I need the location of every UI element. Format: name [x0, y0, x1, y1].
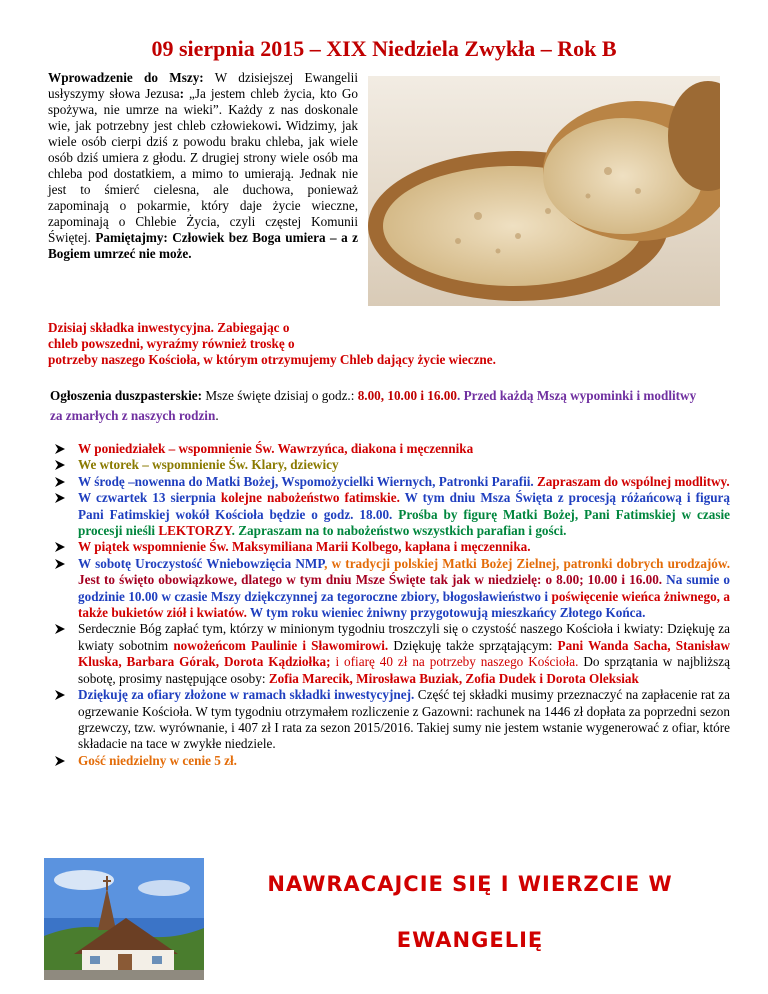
- footer-line-2: EWANGELIĘ: [396, 928, 544, 952]
- arrow-bullet-icon: [54, 621, 66, 637]
- collection-notice: [48, 320, 708, 368]
- collection-line-1: Dzisiaj składka inwestycyjna. Zabiegając o: [48, 320, 290, 335]
- page-title: 09 sierpnia 2015 – XIX Niedziela Zwykła – Rok B: [151, 36, 617, 61]
- item-saturday-wreath: W tym roku wieniec żniwny przygotowują mieszkańcy Złotego Końca.: [246, 605, 646, 621]
- arrow-bullet-icon: [54, 687, 66, 703]
- arrow-bullet-icon: [54, 539, 66, 555]
- intro-text-1: W dzisiejszej Ewangelii usłyszymy słowa Jezusa: [48, 70, 358, 101]
- item-saturday-tradition: , w tradycji polskiej Matki Bożej Zielnej, patronki dobrych urodzajów.: [324, 555, 730, 571]
- bread-image: [368, 76, 720, 306]
- prayer-note: . Przed każdą Mszą wypominki i modlitwy za zmarłych z naszych rodzin: [50, 388, 697, 423]
- list-item: [48, 539, 730, 555]
- announcement-list: [48, 441, 730, 769]
- item-wednesday-invite: Zapraszam do wspólnej modlitwy.: [533, 473, 730, 489]
- list-item: [48, 556, 730, 622]
- item-saturday: W sobotę Uroczystość Wniebowzięcia NMP: [78, 555, 325, 571]
- announcements-intro: [50, 386, 710, 426]
- item-thanks-newlyweds: nowożeńcom Paulinie i Sławomirowi.: [173, 637, 389, 653]
- announcements-text: Msze święte dzisiaj o godz.:: [202, 388, 358, 403]
- intro-dot: .: [278, 118, 282, 133]
- footer-line-1: NAWRACAJCIE SIĘ I WIERZCIE W: [267, 872, 673, 896]
- item-thursday-service: kolejne nabożeństwo fatimskie.: [215, 490, 400, 506]
- intro-colon: :: [179, 86, 185, 101]
- item-thanks-cleaners: Pani Wanda Sacha, Stanisław Kluska, Barbara Górak, Dorota Kądziołka;: [78, 637, 730, 670]
- item-next-cleaners: Zofia Marecik, Mirosława Buziak, Zofia Dudek i Dorota Oleksiak: [268, 670, 639, 686]
- collection-line-2: chleb powszedni, wyraźmy również troskę o: [48, 336, 295, 351]
- arrow-bullet-icon: [54, 490, 66, 506]
- intro-text-3: Widzimy, jak wiele osób cierpi dziś z powodu braku chleba, jak wiele osób dziś umiera z głodu. Z drugiej strony wiele osób ma chleba pod dostatkiem, a mimo to umierają. Jednak nie jest to śmierć cielesna, ale duchowa, ponieważ zapominają o pokarmie, który daje życie wieczne, zapominają o Chlebie Życia, czyli częstej Komunii Świętej.: [48, 118, 358, 245]
- arrow-bullet-icon: [54, 441, 66, 457]
- church-image: [44, 858, 204, 980]
- collection-line-3: potrzeby naszego Kościoła, w którym otrzymujemy Chleb dający życie wieczne.: [48, 352, 496, 367]
- intro-text-2: „Ja jestem chleb życia, kto Go spożywa, nie umrze na wieki”. Każdy z nas doskonale wie, jak potrzebny jest chleb człowiekowi: [48, 86, 358, 133]
- item-saturday-thanksgiving: Na sumie o godzinie 10.00 w czasie Mszy dziękczynnej za tegoroczne zbiory, błogosławieństwo i: [78, 572, 730, 604]
- item-thursday-request: Prośba by figurę Matki Bożej, Pani Fatimskiej w czasie procesji nieśli: [78, 506, 730, 539]
- item-thursday: W czwartek 13 sierpnia: [78, 490, 216, 506]
- list-item: [48, 474, 730, 490]
- mass-times: 8.00, 10.00 i 16.00: [357, 388, 457, 403]
- item-tuesday: We wtorek – wspomnienie Św. Klary, dziewicy: [78, 457, 339, 473]
- list-item: [48, 621, 730, 687]
- list-item: [48, 490, 730, 539]
- item-thanks-cleaners-lead: Dziękuję także sprzątającym:: [388, 637, 558, 653]
- item-wednesday: W środę –nowenna do Matki Bożej, Wspomożycielki Wiernych, Patronki Parafii.: [78, 473, 534, 489]
- item-thanks-offering: i ofiarę 40 zł na potrzeby naszego Kościoła.: [330, 654, 579, 670]
- intro-closing: Pamiętajmy: Człowiek bez Boga umiera – a z Bogiem umrzeć nie może.: [48, 230, 359, 261]
- arrow-bullet-icon: [54, 474, 66, 490]
- item-thanks: Serdecznie Bóg zapłać tym, którzy w minionym tygodniu troszczyli się o czystość naszego Kościoła i kwiaty: Dziękuję za kwiaty sobotnim: [78, 621, 730, 653]
- item-thursday-lectors: LEKTORZY: [158, 523, 232, 539]
- list-item: [48, 753, 730, 769]
- announcements-lead: Ogłoszenia duszpasterskie:: [50, 388, 203, 403]
- item-thursday-invite: . Zapraszam na to nabożeństwo wszystkich parafian i gości.: [231, 523, 567, 539]
- announcements-end: .: [215, 408, 219, 423]
- arrow-bullet-icon: [54, 556, 66, 572]
- item-investment-thanks: Dziękuję za ofiary złożone w ramach składki inwestycyjnej.: [78, 687, 415, 703]
- item-friday: W piątek wspomnienie Św. Maksymiliana Marii Kolbego, kapłana i męczennika.: [78, 539, 531, 555]
- item-next-cleaning: Do sprzątania w najbliższą sobotę, prosimy następujące osoby:: [78, 654, 730, 686]
- intro-lead: Wprowadzenie do Mszy:: [48, 70, 204, 85]
- item-monday: W poniedziałek – wspomnienie Św. Wawrzyńca, diakona i męczennika: [78, 441, 474, 456]
- item-heating-note: Część tej składki musimy przeznaczyć na zapłacenie rat za ogrzewanie Kościoła. W tym tygodniu otrzymałem rozliczenie z Gazowni: rachunek na 1446 zł dopłata za poprzedni sezon grzewczy, tzw. wyrównanie, i 407 zł I rata za sezon 2015/2016. Takiej sumy nie jestem wstanie wygenerować z ofiar, które składacie na tace w zwykłe niedziele.: [78, 687, 730, 752]
- intro-paragraph: [48, 70, 358, 262]
- list-item: [48, 457, 730, 473]
- arrow-bullet-icon: [54, 457, 66, 473]
- item-thursday-procession: W tym dniu Msza Święta z procesją różańcową i figurą Pani Fatimskiej wokół Kościoła będzie o godz. 18.00.: [78, 490, 730, 522]
- item-saturday-blessing: poświęcenie wieńca żniwnego, a także bukietów ziół i kwiatów.: [78, 588, 730, 621]
- item-saturday-obligation: Jest to święto obowiązkowe, dlatego w tym dniu Msze Święte tak jak w niedzielę: o 8.00; 10.00 i 16.00.: [78, 572, 663, 588]
- list-item: [48, 687, 730, 753]
- arrow-bullet-icon: [54, 753, 66, 769]
- list-item: [48, 441, 730, 457]
- item-magazine: Gość niedzielny w cenie 5 zł.: [78, 752, 237, 768]
